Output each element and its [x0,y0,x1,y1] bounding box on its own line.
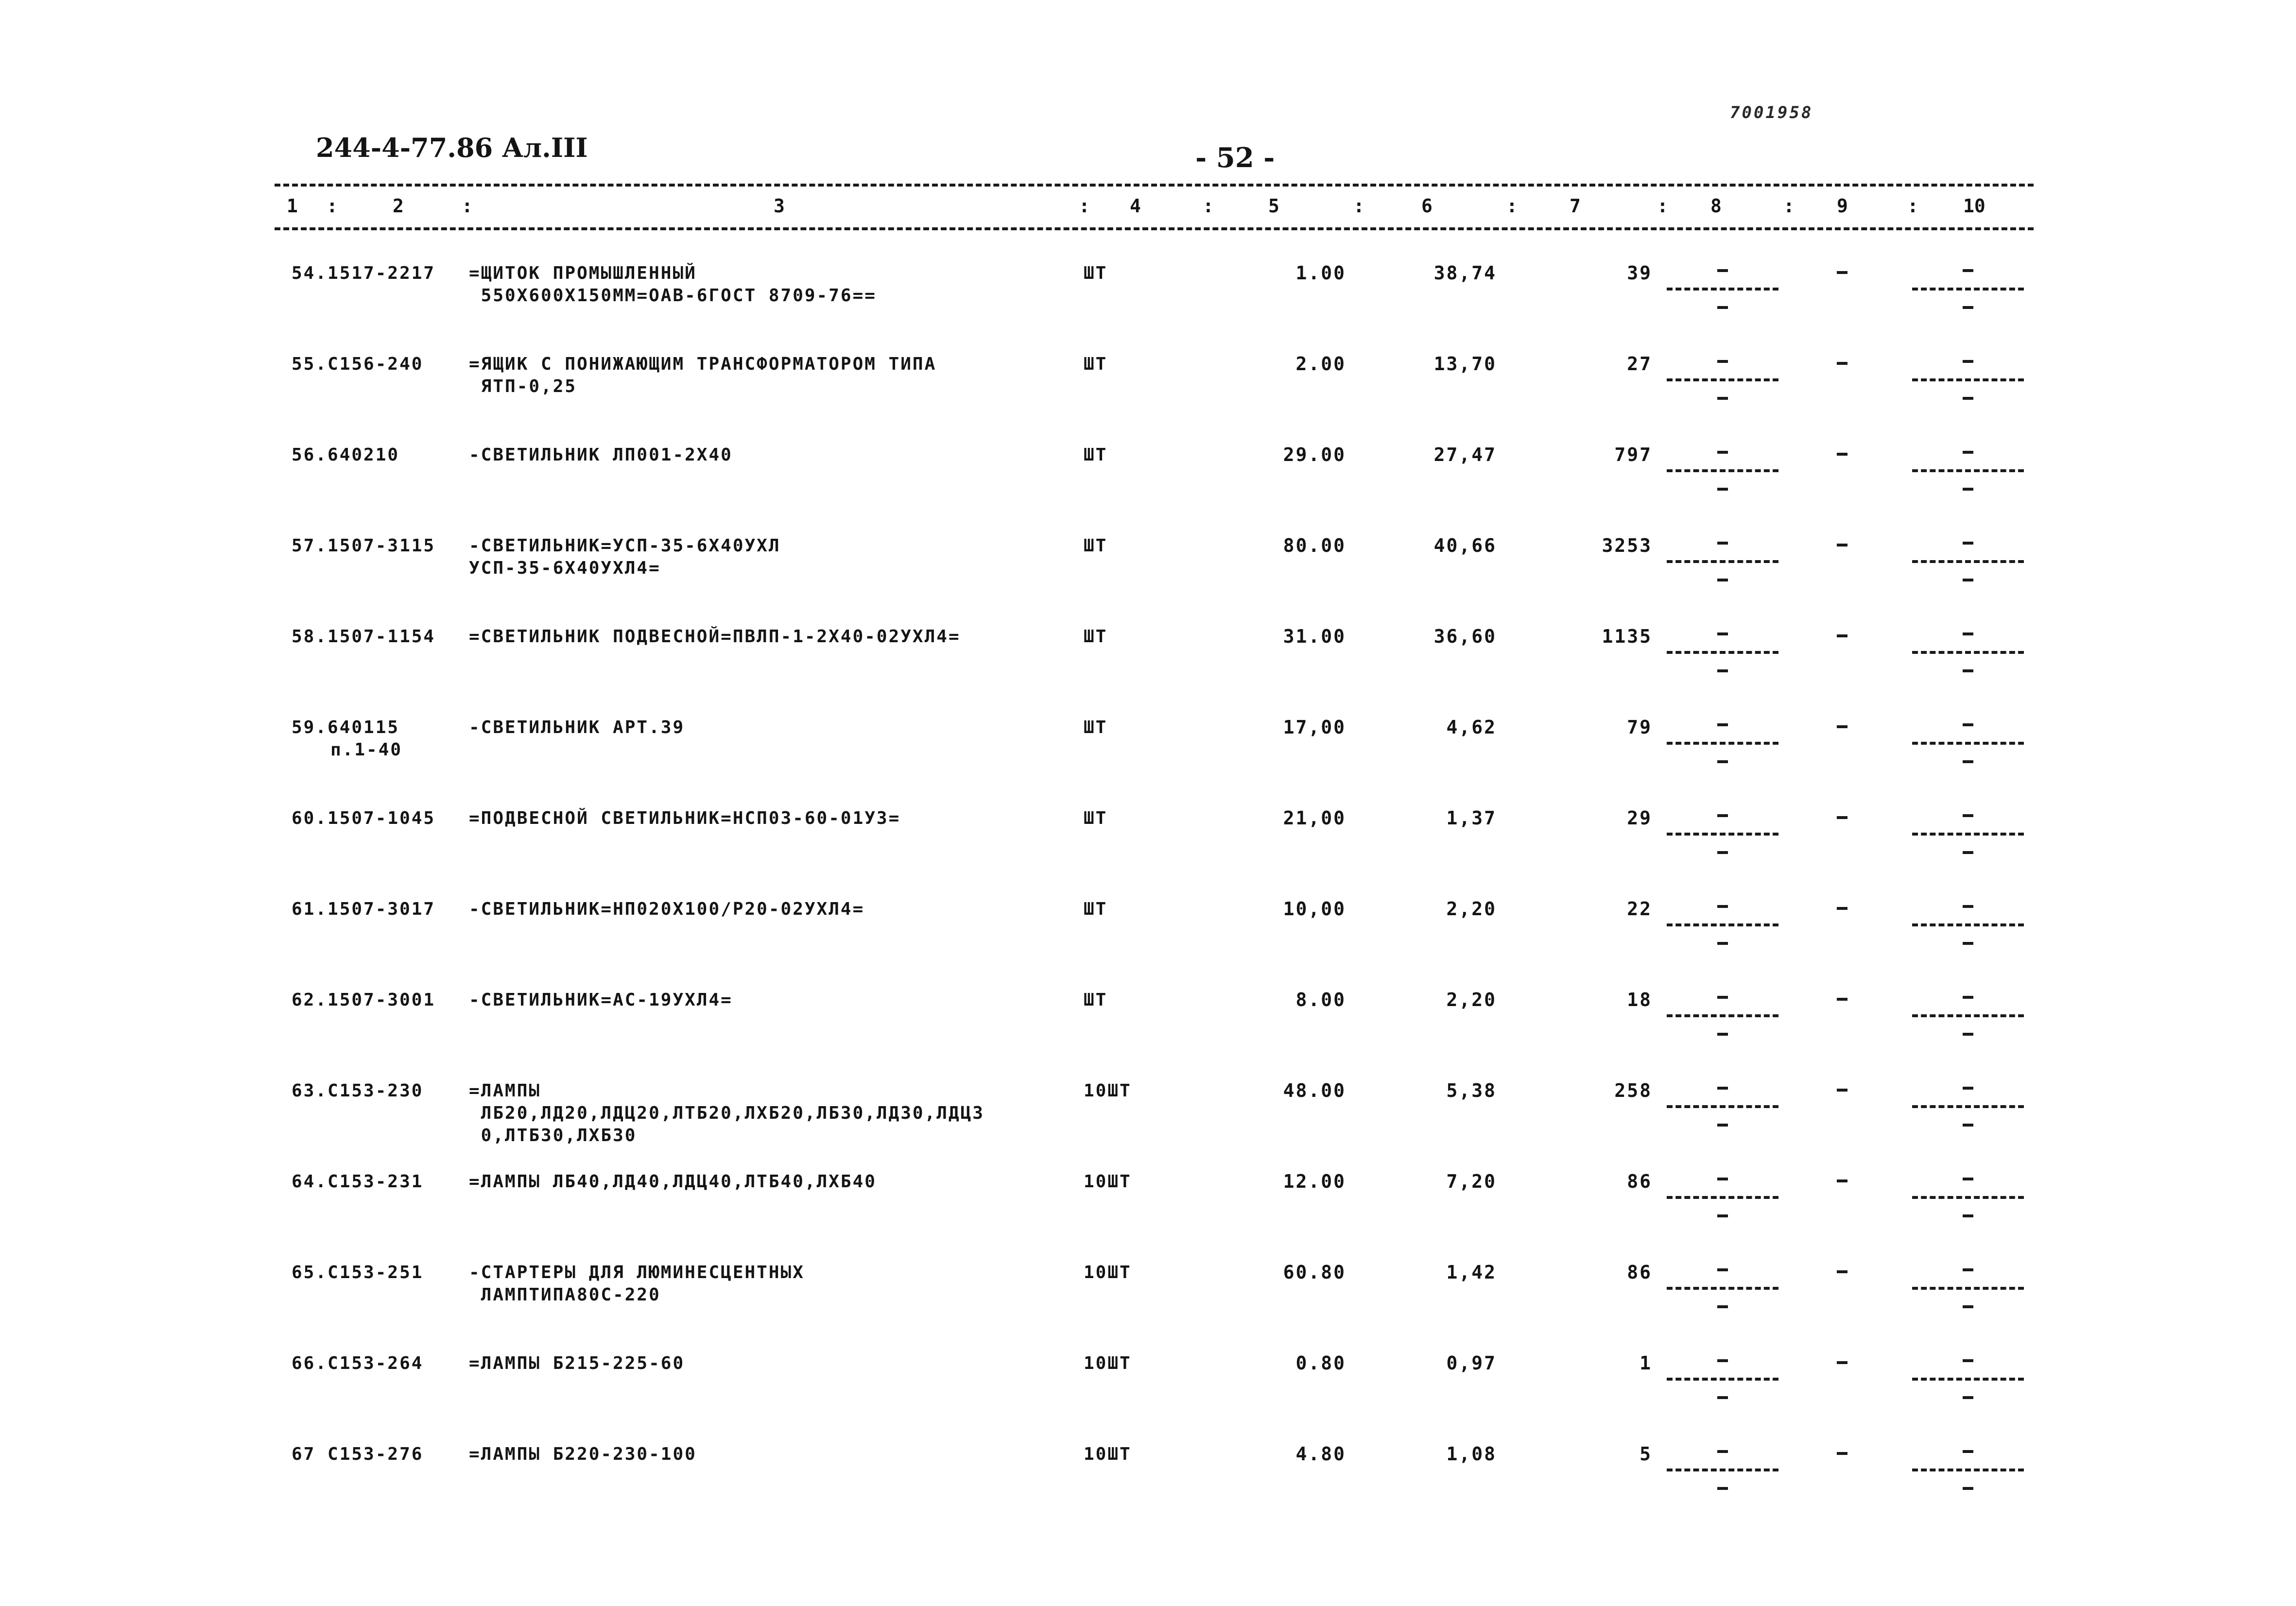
item-total: 1135 [1602,626,1652,647]
column-header: 4 [1130,195,1141,217]
item-name: -СВЕТИЛЬНИК=АС-19УХЛ4= [469,990,733,1010]
item-quantity: 60.80 [1283,1262,1346,1283]
col10-empty-fraction [1912,1172,2024,1220]
item-total: 22 [1627,898,1652,920]
column-header: 8 [1710,195,1722,217]
col9-empty-dash [1837,1089,1847,1092]
item-unit: ШТ [1084,899,1108,919]
item-unit-price: 1,08 [1446,1443,1497,1465]
item-name: -СТАРТЕРЫ ДЛЯ ЛЮМИНЕСЦЕНТНЫХ ЛАМПТИПА80С-220 [469,1263,805,1305]
col10-empty-fraction [1912,627,2024,675]
col10-empty-fraction [1912,808,2024,857]
item-unit-price: 2,20 [1446,898,1497,920]
item-code: 63.С153-230 [292,1081,424,1101]
col9-empty-dash [1837,907,1847,910]
col10-empty-fraction [1912,990,2024,1039]
item-quantity: 0.80 [1295,1352,1346,1374]
column-separator: : [1079,195,1090,217]
col10-empty-fraction [1912,899,2024,948]
col8-empty-fraction [1667,899,1778,948]
column-separator: : [1203,195,1214,217]
col9-empty-dash [1837,271,1847,274]
column-header: 9 [1837,195,1848,217]
header-top-rule [275,184,2034,187]
item-code: 54.1517-2217 [292,263,436,283]
item-name: =ЯЩИК С ПОНИЖАЮЩИМ ТРАНСФОРМАТОРОМ ТИПА ЯТП-0,25 [469,354,937,396]
item-unit-price: 5,38 [1446,1080,1497,1101]
item-code-suffix: п.1-40 [330,740,403,760]
item-unit: 10ШТ [1084,1353,1132,1373]
item-name: =ЛАМПЫ ЛБ20,ЛД20,ЛДЦ20,ЛТБ20,ЛХБ20,ЛБ30,ЛД30,ЛДЦ3 0,ЛТБ30,ЛХБ30 [469,1081,984,1145]
item-total: 18 [1627,989,1652,1010]
item-name: =СВЕТИЛЬНИК ПОДВЕСНОЙ=ПВЛП-1-2Х40-02УХЛ4= [469,627,961,647]
item-unit: 10ШТ [1084,1263,1132,1282]
col10-empty-fraction [1912,718,2024,766]
item-total: 1 [1640,1352,1652,1374]
item-code: 58.1507-1154 [292,627,436,647]
col8-empty-fraction [1667,354,1778,403]
item-quantity: 1.00 [1295,262,1346,284]
item-code: 60.1507-1045 [292,808,436,828]
item-name: =ЛАМПЫ ЛБ40,ЛД40,ЛДЦ40,ЛТБ40,ЛХБ40 [469,1172,877,1192]
item-quantity: 21,00 [1283,807,1346,829]
col10-empty-fraction [1912,354,2024,403]
item-code: 67 С153-276 [292,1444,424,1464]
item-name: -СВЕТИЛЬНИК=НП020Х100/Р20-02УХЛ4= [469,899,865,919]
header-bottom-rule [275,227,2034,230]
item-name: -СВЕТИЛЬНИК=УСП-35-6Х40УХЛ УСП-35-6Х40УХЛ4= [469,536,781,578]
item-unit-price: 1,42 [1446,1262,1497,1283]
col9-empty-dash [1837,362,1847,365]
col9-empty-dash [1837,544,1847,547]
item-name: -СВЕТИЛЬНИК ЛП001-2Х40 [469,445,733,465]
item-total: 797 [1614,444,1652,465]
column-header: 3 [774,195,785,217]
item-unit: ШТ [1084,354,1108,374]
item-unit: 10ШТ [1084,1081,1132,1101]
col8-empty-fraction [1667,718,1778,766]
item-code: 66.С153-264 [292,1353,424,1373]
col10-empty-fraction [1912,1263,2024,1311]
item-unit: ШТ [1084,990,1108,1010]
col9-empty-dash [1837,634,1847,637]
col10-empty-fraction [1912,263,2024,312]
item-unit-price: 4,62 [1446,717,1497,738]
col9-empty-dash [1837,816,1847,819]
item-total: 86 [1627,1171,1652,1192]
page-number: - 52 - [1195,142,1275,174]
item-name: =ЛАМПЫ Б215-225-60 [469,1353,685,1373]
item-unit-price: 40,66 [1433,535,1497,556]
column-separator: : [1657,195,1668,217]
col10-empty-fraction [1912,536,2024,584]
item-total: 258 [1614,1080,1652,1101]
item-total: 5 [1640,1443,1652,1465]
item-unit: 10ШТ [1084,1444,1132,1464]
item-total: 29 [1627,807,1652,829]
column-separator: : [1353,195,1364,217]
item-unit: ШТ [1084,536,1108,556]
item-total: 27 [1627,353,1652,375]
column-separator: : [462,195,473,217]
item-total: 39 [1627,262,1652,284]
col8-empty-fraction [1667,1353,1778,1402]
col8-empty-fraction [1667,1081,1778,1129]
column-header: 10 [1963,195,1985,217]
item-unit: ШТ [1084,627,1108,647]
item-code: 61.1507-3017 [292,899,436,919]
item-quantity: 80.00 [1283,535,1346,556]
item-unit-price: 2,20 [1446,989,1497,1010]
col9-empty-dash [1837,1452,1847,1455]
item-name: -СВЕТИЛЬНИК АРТ.39 [469,718,685,737]
column-separator: : [1783,195,1795,217]
item-total: 3253 [1602,535,1652,556]
col8-empty-fraction [1667,1172,1778,1220]
item-quantity: 10,00 [1283,898,1346,920]
col8-empty-fraction [1667,808,1778,857]
item-unit-price: 7,20 [1446,1171,1497,1192]
item-unit-price: 27,47 [1433,444,1497,465]
item-unit: ШТ [1084,263,1108,283]
item-name: =ЛАМПЫ Б220-230-100 [469,1444,697,1464]
item-code: 59.640115 [292,718,400,737]
item-quantity: 31.00 [1283,626,1346,647]
column-header: 5 [1268,195,1279,217]
item-unit-price: 0,97 [1446,1352,1497,1374]
archive-stamp-number: 7001958 [1730,103,1813,122]
col9-empty-dash [1837,725,1847,728]
col8-empty-fraction [1667,627,1778,675]
item-unit-price: 38,74 [1433,262,1497,284]
item-total: 79 [1627,717,1652,738]
item-total: 86 [1627,1262,1652,1283]
item-unit: 10ШТ [1084,1172,1132,1192]
item-quantity: 29.00 [1283,444,1346,465]
item-name: =ЩИТОК ПРОМЫШЛЕННЫЙ 550Х600Х150ММ=ОАВ-6ГОСТ 8709-76== [469,263,877,306]
item-name: =ПОДВЕСНОЙ СВЕТИЛЬНИК=НСП03-60-01У3= [469,808,901,828]
col8-empty-fraction [1667,990,1778,1039]
item-unit-price: 13,70 [1433,353,1497,375]
item-quantity: 12.00 [1283,1171,1346,1192]
item-code: 55.С156-240 [292,354,424,374]
item-code: 64.С153-231 [292,1172,424,1192]
col9-empty-dash [1837,998,1847,1001]
col8-empty-fraction [1667,1263,1778,1311]
col8-empty-fraction [1667,263,1778,312]
col10-empty-fraction [1912,1353,2024,1402]
col9-empty-dash [1837,1270,1847,1273]
item-code: 62.1507-3001 [292,990,436,1010]
item-unit: ШТ [1084,808,1108,828]
item-quantity: 48.00 [1283,1080,1346,1101]
item-unit: ШТ [1084,718,1108,737]
item-unit-price: 36,60 [1433,626,1497,647]
col8-empty-fraction [1667,1444,1778,1493]
col10-empty-fraction [1912,1444,2024,1493]
item-code: 57.1507-3115 [292,536,436,556]
item-unit: ШТ [1084,445,1108,465]
document-id: 244-4-77.86 Ал.III [316,132,588,163]
column-separator: : [1907,195,1918,217]
column-header: 1 [287,195,298,217]
item-quantity: 8.00 [1295,989,1346,1010]
column-header: 6 [1421,195,1433,217]
item-code: 56.640210 [292,445,400,465]
col10-empty-fraction [1912,1081,2024,1129]
item-unit-price: 1,37 [1446,807,1497,829]
col10-empty-fraction [1912,445,2024,494]
col9-empty-dash [1837,453,1847,456]
col9-empty-dash [1837,1179,1847,1182]
column-separator: : [327,195,338,217]
item-quantity: 4.80 [1295,1443,1346,1465]
item-code: 65.С153-251 [292,1263,424,1282]
column-separator: : [1506,195,1518,217]
column-header: 7 [1570,195,1581,217]
col8-empty-fraction [1667,445,1778,494]
item-quantity: 2.00 [1295,353,1346,375]
column-header: 2 [393,195,404,217]
col9-empty-dash [1837,1361,1847,1364]
col8-empty-fraction [1667,536,1778,584]
item-quantity: 17,00 [1283,717,1346,738]
